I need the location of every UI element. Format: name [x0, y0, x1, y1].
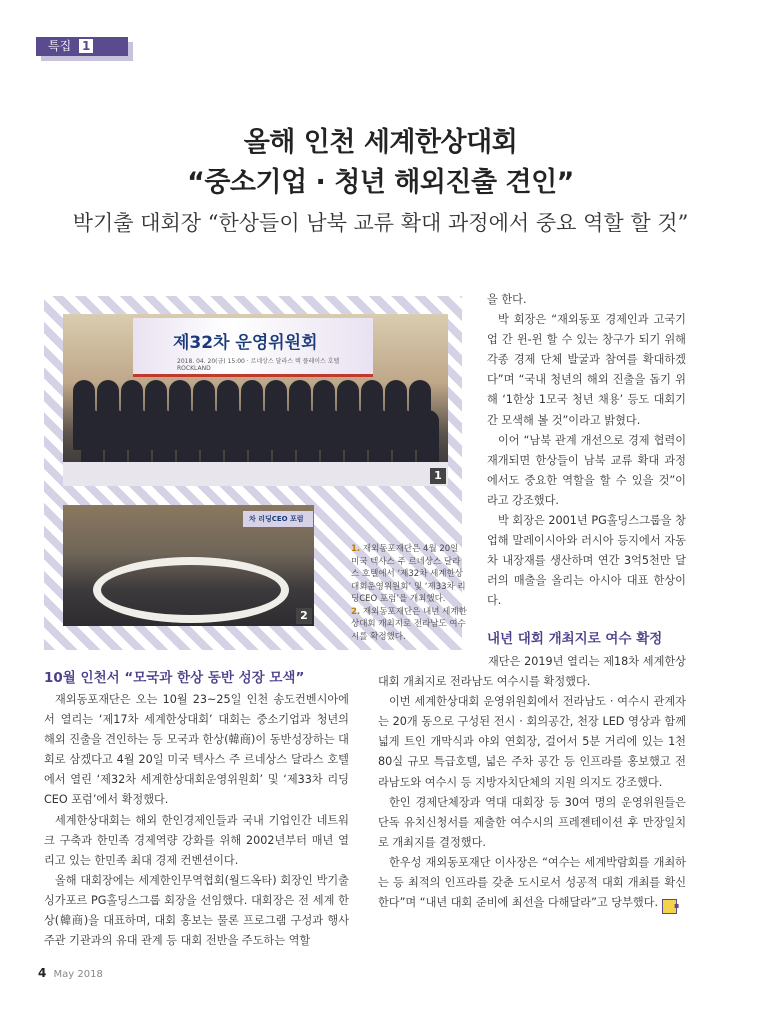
section1-body: [44, 690, 349, 951]
paragraph: 이번 세계한상대회 운영위원회에서 전라남도 · 여수시 관계자는 20개 동으로 구성된 전시 · 회의공간, 천장 LED 영상과 함께 넓게 트인 개막식과 야외 연회장, 걸어서 5분 거리에 있는 1천80실 규모 특급호텔, 넓은 주차 공간 등 인프라를 홍보했고 전라남도와 여수시 등 지방자치단체의 지원 의지도 강조했다.: [378, 695, 686, 789]
meeting-table: [93, 557, 289, 623]
person-figure: [297, 410, 319, 465]
headline-line2: “중소기업 · 청년 해외진출 견인”: [187, 167, 574, 198]
paragraph: 한우성 재외동포재단 이사장은 “여수는 세계박람회를 개최하는 등 최적의 인프라를 갖춘 도시로서 성공적 대회 개최를 확신한다”며 “내년 대회 준비에 최선을 다해달라”고 당부했다. ▪: [378, 853, 686, 914]
caption-1: 1. 재외동포재단은 4월 20일 미국 텍사스 주 르네상스 달라스 호텔에서 ‘제32차 세계한상대회운영위원회’ 및 ‘제33차 리딩CEO 포럼’을 개최했다.: [351, 544, 466, 604]
person-figure: [225, 410, 247, 465]
person-figure: [417, 410, 439, 465]
photo2-badge: 2: [296, 608, 312, 624]
issue-date: May 2018: [53, 969, 103, 980]
page-number: 4: [38, 966, 47, 980]
paragraph: 박 회장은 2001년 PG홀딩스그룹을 창업해 말레이시아와 러시아 등지에서 자동차 내장재를 생산하며 연간 3억5천만 달러의 매출을 올리는 아시아 대표 한상이다.: [487, 514, 686, 608]
event-banner: [133, 318, 373, 377]
group-people: [73, 380, 438, 475]
headline-line1: 올해 인천 세계한상대회: [243, 127, 518, 158]
event-banner-title: 제32차 운영위원회: [173, 333, 318, 353]
page-footer: [38, 966, 103, 980]
section2-heading: 내년 대회 개최지로 여수 확정: [487, 631, 663, 647]
headline-subtitle: 박기출 대회장 “한상들이 남북 교류 확대 과정에서 중요 역할 할 것”: [72, 211, 689, 235]
paragraph: 세계한상대회는 해외 한인경제인들과 국내 기업인간 네트워크 구축과 한민족 경제역량 강화를 위해 2002년부터 매년 열리고 있는 한민족 최대 경제 컨벤션이다.: [44, 813, 349, 867]
paragraph: 박 회장은 “재외동포 경제인과 고국기업 간 윈-윈 할 수 있는 창구가 되기 위해 각종 경제 단체 발굴과 참여를 확대하겠다”며 “국내 청년의 해외 진출을 돕기 위해 ‘1한상 1모국 청년 채용’ 등도 대회기간 모색해 볼 것”이라고 밝혔다.: [487, 313, 686, 427]
section-tag: [36, 37, 128, 56]
paragraph: 재외동포재단은 오는 10월 23~25일 인천 송도컨벤시아에서 열리는 ‘제17차 세계한상대회’ 대회는 중소기업과 청년의 해외 진출을 견인하는 등 모국과 한상(韓商)이 동반성장하는 대회로 삼겠다고 4월 20일 미국 텍사스 주 르네상스 달라스 호텔에서 열린 ‘제32차 세계한상대회운영위원회’ 및 ‘제33차 리딩CEO 포럼’에서 확정했다.: [44, 693, 349, 807]
event-banner-subtitle: 2018. 04. 20(금) 15:00 · 르네상스 달라스 텍 플레이스 호텔 ROCKLAND: [177, 358, 340, 372]
section1-heading: 10월 인천서 “모국과 한상 동반 성장 모색”: [44, 670, 305, 686]
photo-captions: [351, 543, 467, 643]
person-figure: [273, 410, 295, 465]
paragraph: 올해 대회장에는 세계한인무역협회(월드옥타) 회장인 박기출 싱가포르 PG홀딩스그룹 회장을 선임했다. 대회장은 전 세계 한상(韓商)을 대표하며, 대회 홍보는 물론 프로그램 구성과 행사 주관 기관과의 유대 관계 등 대회 전반을 주도하는 역할: [44, 873, 349, 948]
end-mark-icon: ▪: [662, 899, 677, 914]
meeting-banner: 차 리딩CEO 포럼: [243, 511, 313, 527]
section-tag-number: 1: [79, 39, 93, 53]
person-figure: [81, 410, 103, 465]
person-figure: [201, 410, 223, 465]
person-figure: [369, 410, 391, 465]
group-photo: [63, 314, 448, 486]
person-figure: [153, 410, 175, 465]
paragraph: 을 한다.: [487, 293, 527, 306]
paragraph: 재단은 2019년 열리는 제18차 세계한상대회 개최지로 전라남도 여수시를 확정했다.: [378, 655, 686, 689]
caption-2: 2. 재외동포재단은 내년 세계한상대회 개최지로 전라남도 여수시를 확정했다.: [351, 606, 467, 642]
person-figure: [105, 410, 127, 465]
section-tag-label: 특집: [48, 39, 72, 53]
paragraph: 한인 경제단체장과 역대 대회장 등 30여 명의 운영위원들은 단독 유치신청서를 제출한 여수시의 프레젠테이션 후 만장일치로 개최지를 결정했다.: [378, 795, 686, 849]
table-cloth: [63, 462, 448, 486]
person-figure: [249, 410, 271, 465]
person-figure: [345, 410, 367, 465]
section2-body: [378, 652, 686, 914]
meeting-photo: [63, 505, 314, 626]
paragraph: 이어 “남북 관계 개선으로 경제 협력이 재개되면 한상들이 남북 교류 확대 과정에서도 중요한 역할을 할 수 있을 것”이라고 강조했다.: [487, 433, 686, 507]
person-figure: [177, 410, 199, 465]
person-figure: [321, 410, 343, 465]
person-figure: [393, 410, 415, 465]
right-column-body: [487, 290, 686, 612]
person-figure: [129, 410, 151, 465]
photo1-badge: 1: [430, 468, 446, 484]
